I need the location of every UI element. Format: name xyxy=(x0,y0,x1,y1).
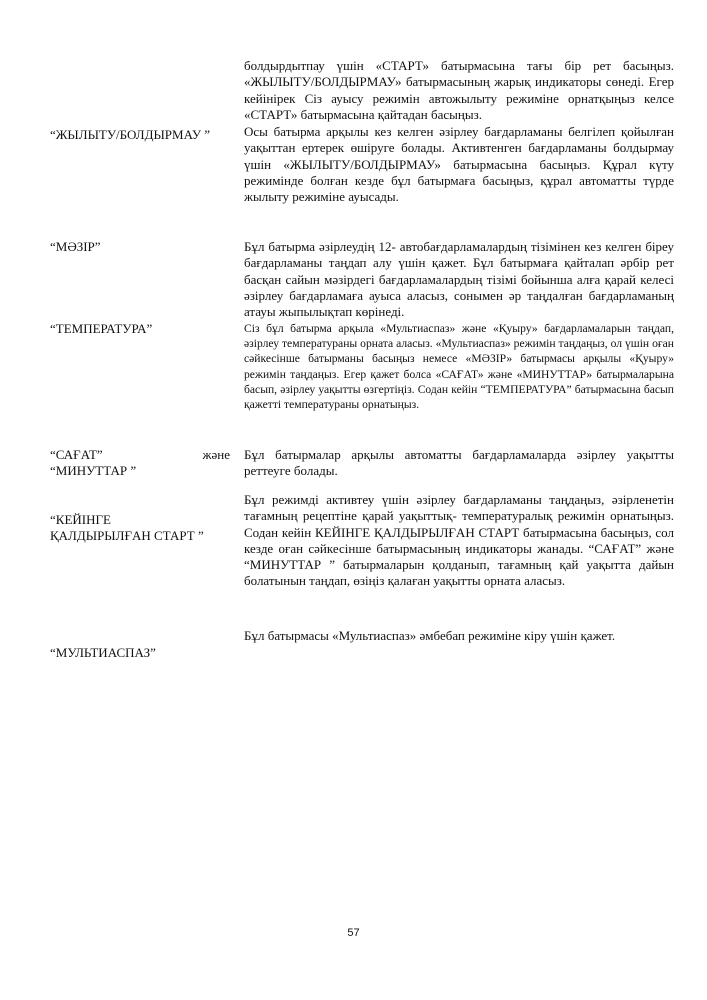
hour-minute-term xyxy=(50,447,230,479)
menu-term: “МӘЗІР” xyxy=(50,239,101,254)
hour-minute-description: Бұл батырмалар арқылы автоматты бағдарламаларда әзірлеу уақытты реттеугe болады. xyxy=(244,447,674,479)
temperature-term: “ТЕМПЕРАТУРА” xyxy=(50,321,153,336)
multicook-term: “МУЛЬТИАСПАЗ” xyxy=(50,645,156,660)
minute-term: “МИНУТТАР ” xyxy=(50,463,137,478)
delayed-start-term-line1: “КЕЙІНГЕ xyxy=(50,512,111,527)
page-number: 57 xyxy=(347,927,360,939)
heat-cancel-description: Осы батырма арқылы кез келген әзірлеу бағдарламаны белгілеп қойылған уақыттан ертерек өшіруге болады. Активтенген бағдарламаны болдырмау үшін «ЖЫЛЫТУ/БОЛДЫРМАУ» батырмасына басыңыз. Құрал күту режимінде болған кезде бұл батырмаға басыңыз, құрал автоматты түрде жылыту режиміне ауысады. xyxy=(244,124,674,205)
menu-description: Бұл батырма әзірлеудің 12- автобағдарламалардың тізімінен кез келген біреу бағдарламаны таңдап алу үшін қажет. Бұл батырмаға қайталап әрбір рет басқан сайын мәзірдегі бағдарламалардың тізімі бойынша алға қарай келесі әзірлеу бағдарламаға ауыса аласыз, сонымен әр таңдалған бағдарламаның атауы жыпылықтап көрінеді. xyxy=(244,239,674,320)
multicook-description: Бұл батырмасы «Мультиаспаз» әмбебап режиміне кіру үшін қажет. xyxy=(244,628,616,643)
delayed-start-term-line2: ҚАЛДЫРЫЛҒАН СТАРТ ” xyxy=(50,528,204,543)
temperature-description: Сіз бұл батырма арқыла «Мультиаспаз» және «Қуыру» бағдарламаларын таңдап, әзірлеу температураны орната аласыз. «Мультиаспаз» режимін таңдаңыз, ол үшін оған сәйкесінше батырманы басыңыз немесе «МӘЗІР» батырмасы арқылы «Қуыру» режимін таңдаңыз. Егер қажет болса «САҒАТ» және «МИНУТТАР» батырмаларына басып, әзірлеу уақытты өзгертіңіз. Содан кейін “ТЕМПЕРАТУРА” батырмасына басып қажетті температураны орнатыңыз. xyxy=(244,322,674,412)
start-continued-description: болдырдытпау үшін «СТАРТ» батырмасына тағы бір рет басыңыз. «ЖЫЛЫТУ/БОЛДЫРМАУ» батырмасының жарық индикаторы сөнеді. Егер кейінірек Сіз ауысу режимін автожылыту режиміне орнатқыңыз келсе «СТАРТ» батырмасына қайтадан басыңыз. xyxy=(244,58,674,122)
and-word: және xyxy=(202,447,230,462)
hour-term: “САҒАТ” xyxy=(50,447,103,462)
delayed-start-description: Бұл режимді активтеу үшін әзірлеу бағдарламаны таңдаңыз, әзірленетін тағамның рецептіне қарай уақыттық- температуралық режимін орнатыңыз. Содан кейін КЕЙІНГЕ ҚАЛДЫРЫЛҒАН СТАРТ батырмасына басыңыз, сол кезде оған сәйкесінше батырмасының индикаторы жанады. “САҒАТ” және “МИНУТТАР ” батырмаларын қолданып, тағамның қай уақытта дайын болатынын таңдап, өзіңіз қалаған уақытты орната аласыз. xyxy=(244,492,674,589)
delayed-start-term xyxy=(50,512,230,544)
heat-cancel-term: “ЖЫЛЫТУ/БОЛДЫРМАУ ” xyxy=(50,127,211,142)
